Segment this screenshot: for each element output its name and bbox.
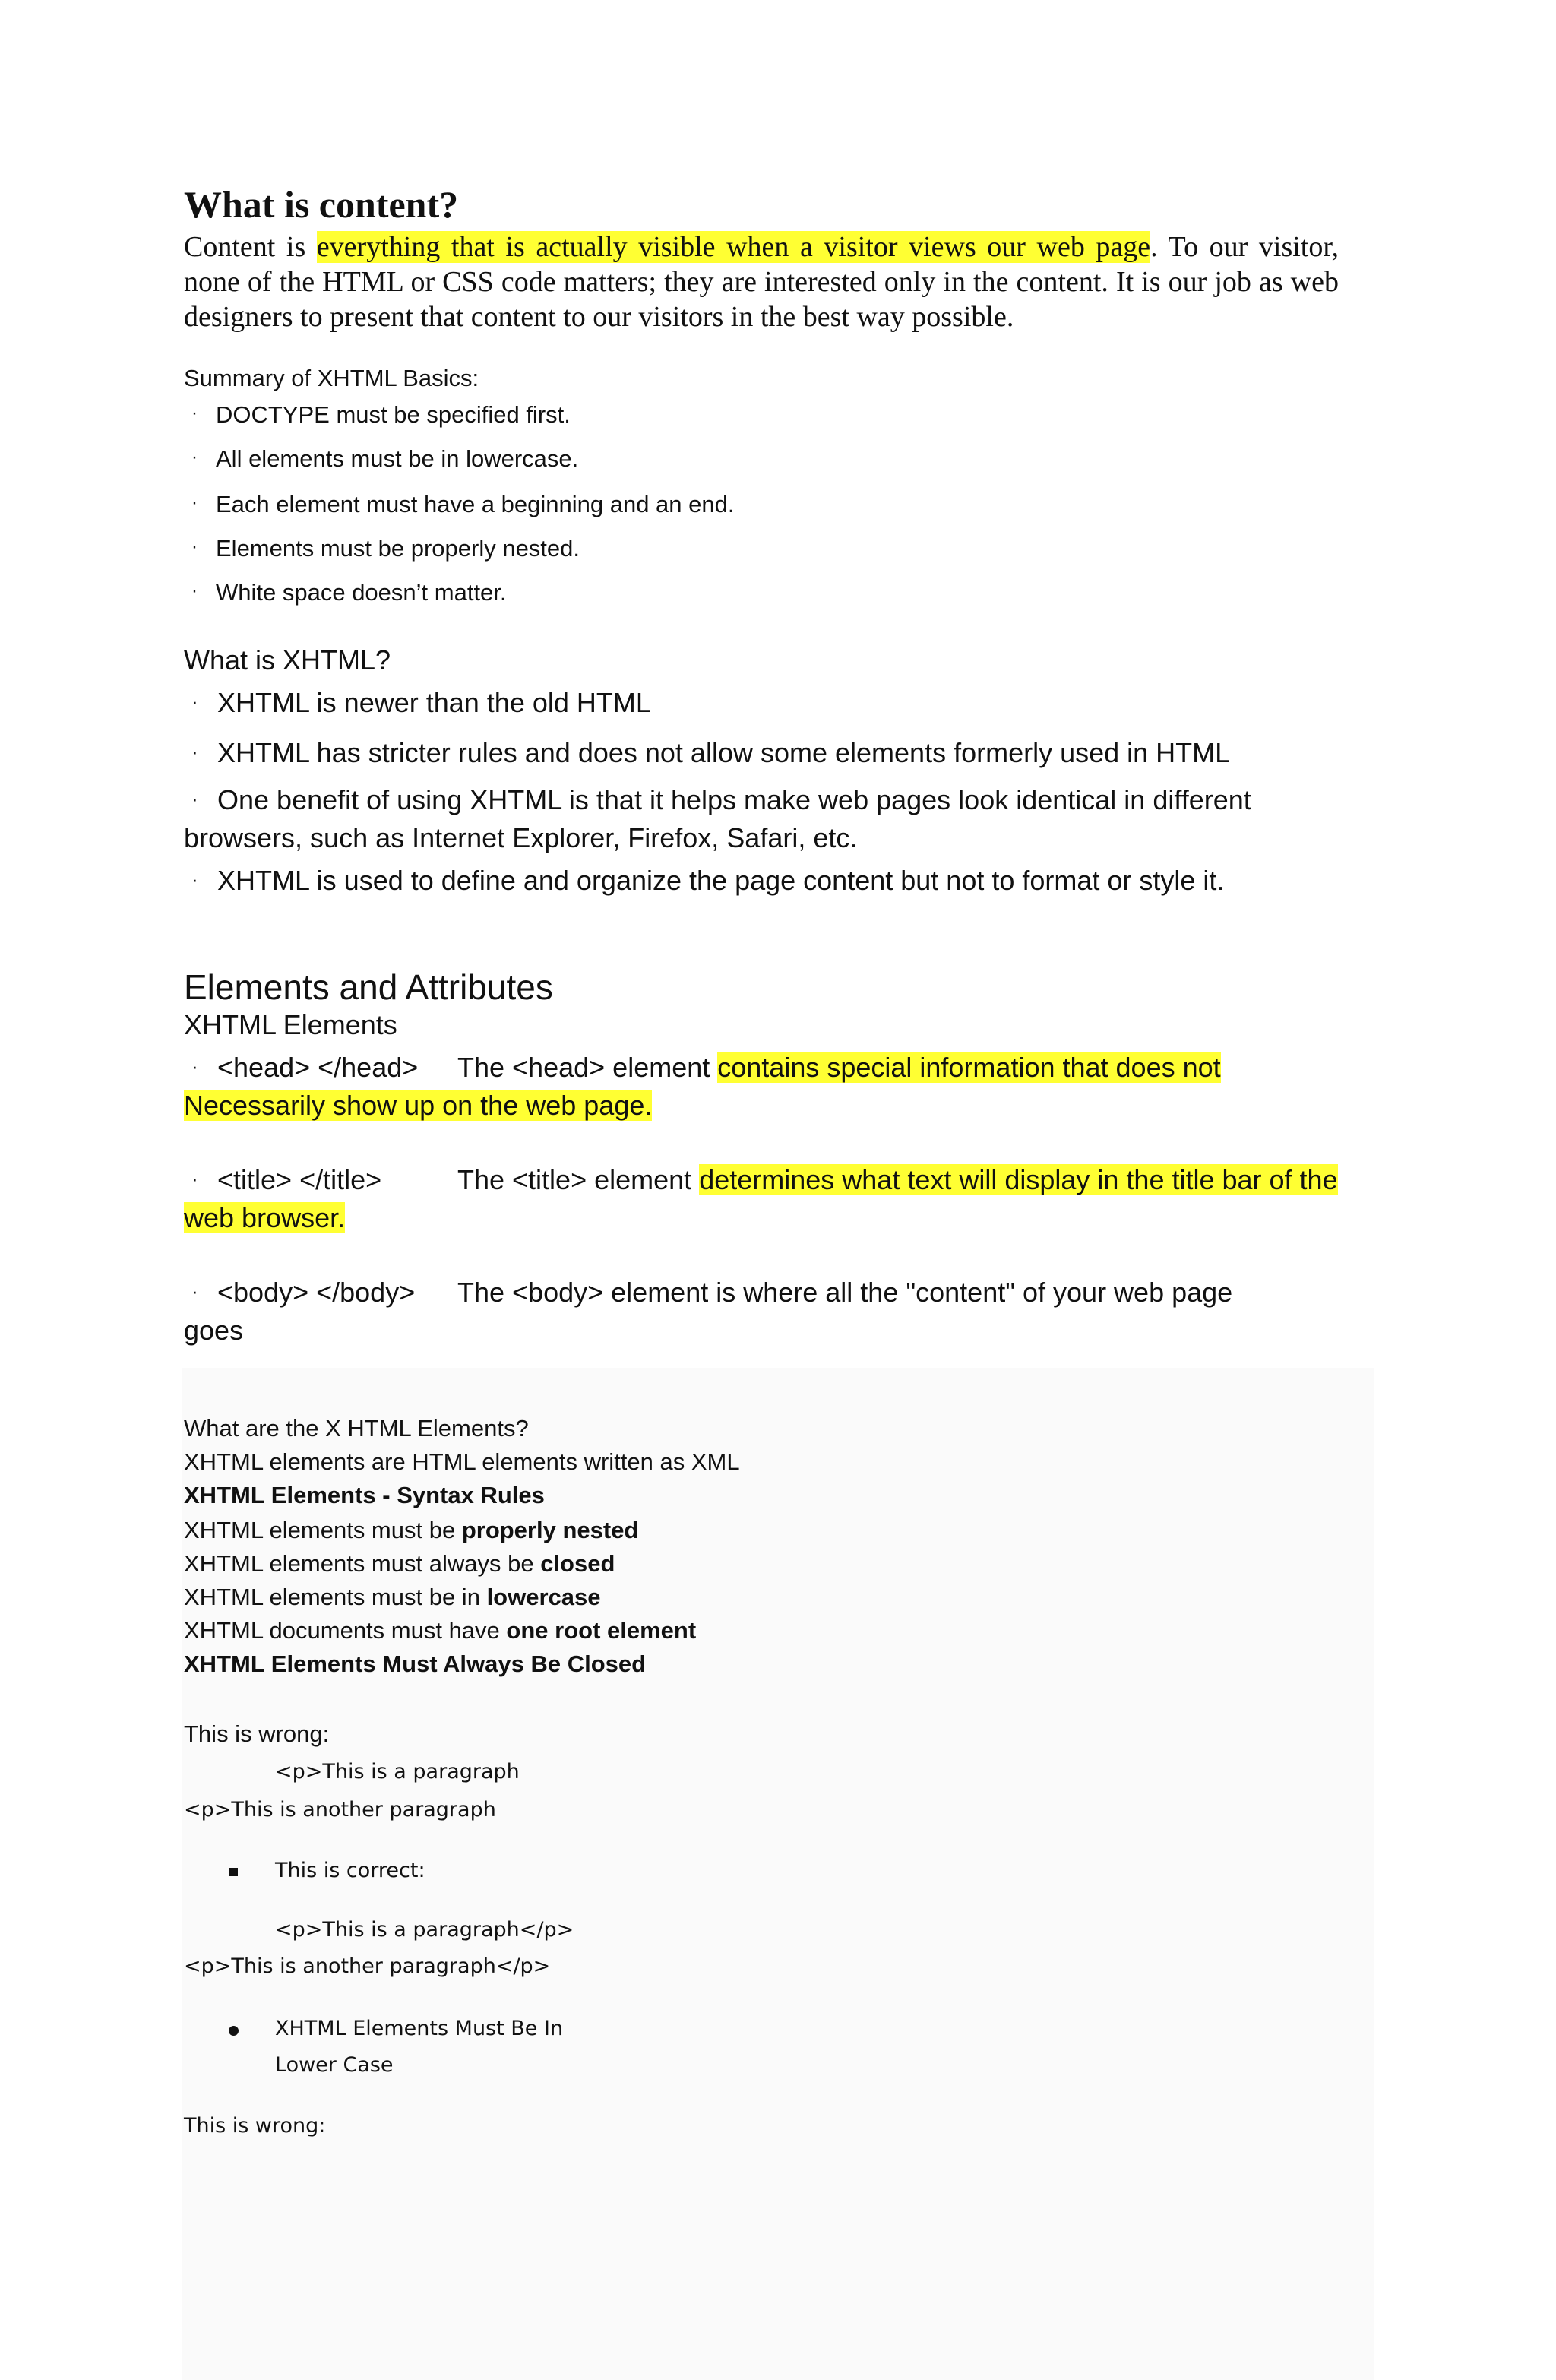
rule-heading-syntax: XHTML Elements - Syntax Rules <box>184 1482 545 1508</box>
title-description-pre: The <title> element <box>457 1164 700 1195</box>
code-line: <p>This is another paragraph</p> <box>184 1954 551 1978</box>
title-description <box>457 1164 1338 1196</box>
bullet-icon: · <box>191 581 198 601</box>
head-highlight: contains special information that does not <box>717 1052 1221 1083</box>
rule-line <box>184 1517 638 1544</box>
head-description-continued <box>184 1090 652 1122</box>
rule-text: XHTML elements must be <box>184 1517 462 1543</box>
summary-item: DOCTYPE must be specified first. <box>216 401 571 428</box>
summary-item: Elements must be properly nested. <box>216 535 580 562</box>
title-highlight: determines what text will display in the title bar of the <box>699 1164 1338 1195</box>
title-tag: <title> </title> <box>217 1164 382 1195</box>
head-description <box>457 1052 1221 1084</box>
bullet-icon: · <box>191 403 198 423</box>
correct-label: This is correct: <box>275 1859 425 1882</box>
bullet-icon: · <box>191 1167 198 1190</box>
bullet-icon: · <box>191 1280 198 1302</box>
xhtml-item-continued: browsers, such as Internet Explorer, Firefox, Safari, etc. <box>184 822 858 853</box>
question-xhtml-elements: What are the X HTML Elements? <box>184 1415 529 1442</box>
head-description-pre: The <head> element <box>457 1052 718 1083</box>
rule-line <box>184 1550 615 1578</box>
rule-bold: lowercase <box>486 1584 601 1610</box>
wrong-label: This is wrong: <box>184 2114 326 2138</box>
bullet-icon: · <box>191 690 198 713</box>
head-tag: <head> </head> <box>217 1052 419 1083</box>
heading-what-is-xhtml: What is XHTML? <box>184 644 391 676</box>
rule-line <box>184 1584 601 1611</box>
heading-elements-attributes: Elements and Attributes <box>184 967 553 1007</box>
paragraph-content-pre: Content is <box>184 231 317 263</box>
rule-bold: closed <box>540 1550 615 1577</box>
bullet-icon: · <box>191 740 198 763</box>
rule-heading-closed: XHTML Elements Must Always Be Closed <box>184 1650 647 1677</box>
rule-line <box>184 1617 696 1644</box>
subheading-xhtml-elements: XHTML Elements <box>184 1009 397 1040</box>
bullet-icon: · <box>191 447 198 467</box>
rule-text: XHTML elements must always be <box>184 1550 541 1577</box>
heading-what-is-content: What is content? <box>184 183 459 226</box>
xhtml-item: XHTML has stricter rules and does not allow some elements formerly used in HTML <box>217 737 1231 768</box>
body-description-continued: goes <box>184 1315 244 1346</box>
round-bullet-icon <box>229 2026 239 2036</box>
body-tag: <body> </body> <box>217 1277 416 1308</box>
bullet-icon: · <box>191 536 198 557</box>
paragraph-content-post: . To our visitor, none of the HTML or CSS code matters; they are interested only in the content. It is our job as web designers to present that content to our visitors in the best way possible. <box>184 231 1339 333</box>
title-highlight-continued: web browser. <box>184 1202 346 1233</box>
paragraph-content <box>184 229 1339 334</box>
summary-title: Summary of XHTML Basics: <box>184 365 479 391</box>
lowercase-rule: XHTML Elements Must Be In <box>275 2017 564 2040</box>
bullet-icon: · <box>191 492 198 513</box>
xhtml-item: XHTML is used to define and organize the page content but not to format or style it. <box>217 865 1225 896</box>
code-line: <p>This is a paragraph</p> <box>275 1918 574 1942</box>
bullet-icon: · <box>191 868 198 891</box>
rule-bold: properly nested <box>461 1517 639 1543</box>
code-line: <p>This is another paragraph <box>184 1798 496 1821</box>
highlight-everything-visible: everything that is actually visible when a visitor views our web page <box>316 231 1151 263</box>
rule-text: XHTML elements must be in <box>184 1584 487 1610</box>
rule-text: XHTML documents must have <box>184 1617 507 1644</box>
rule-line: XHTML elements are HTML elements written as XML <box>184 1448 740 1475</box>
wrong-label: This is wrong: <box>184 1720 330 1747</box>
head-highlight-continued: Necessarily show up on the web page. <box>184 1090 653 1121</box>
summary-item: All elements must be in lowercase. <box>216 445 579 472</box>
bullet-icon: · <box>191 1055 198 1078</box>
rule-bold: one root element <box>506 1617 697 1644</box>
summary-item: White space doesn’t matter. <box>216 579 507 606</box>
xhtml-item: XHTML is newer than the old HTML <box>217 687 651 718</box>
summary-item: Each element must have a beginning and an end. <box>216 491 735 517</box>
bullet-icon: · <box>191 787 198 810</box>
title-description-continued <box>184 1202 345 1234</box>
code-line: <p>This is a paragraph <box>275 1760 520 1783</box>
body-description: The <body> element is where all the "content" of your web page <box>457 1277 1233 1308</box>
xhtml-item: One benefit of using XHTML is that it helps make web pages look identical in different <box>217 784 1251 815</box>
square-bullet-icon <box>229 1868 238 1876</box>
lowercase-rule-continued: Lower Case <box>275 2053 394 2077</box>
